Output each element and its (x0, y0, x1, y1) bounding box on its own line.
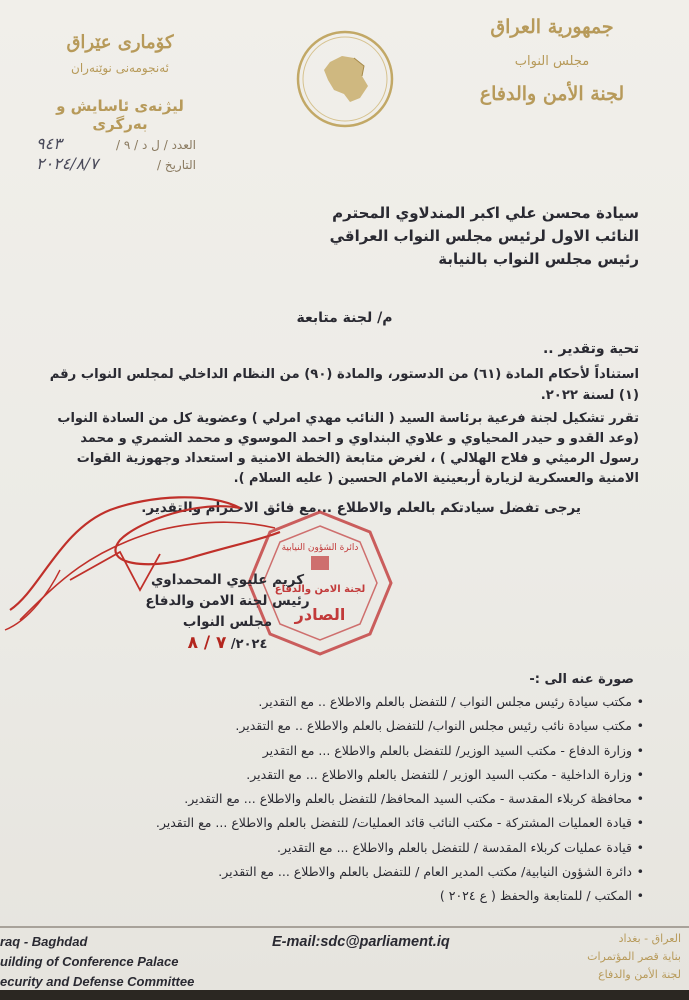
reference-number-label: العدد / ل د / ٩ / (116, 138, 196, 152)
reference-date-label: التاريخ / (156, 158, 196, 172)
stamp-issued-text: الصادر (294, 605, 346, 624)
cc-item: • وزارة الدفاع - مكتب السيد الوزير/ للتفضل بالعلم والاطلاع ... مع التقدير (44, 739, 644, 763)
reference-block (36, 134, 196, 178)
reference-number-value: ٩٤٣ (36, 134, 62, 153)
cc-item: • قيادة العمليات المشتركة - مكتب النائب قائد العمليات/ للتفضل بالعلم والاطلاع ... مع التقدير. (44, 811, 644, 835)
kurdish-parliament: ئه‌نجومه‌نی نوێنه‌ران (71, 61, 169, 75)
footer-en-line1: raq - Baghdad (0, 934, 88, 949)
letterhead-parliament: مجلس النواب (514, 54, 590, 69)
cc-item: • محافظة كربلاء المقدسة - مكتب السيد المحافظ/ للتفضل بالعلم والاطلاع ... مع التقدير. (44, 787, 644, 811)
kurdish-committee: لیژنه‌ی ئاسایش و به‌رگری (56, 97, 184, 133)
body-paragraph-decision: تقرر تشكيل لجنة فرعية برئاسة السيد ( النائب مهدي امرلي ) وعضوية كل من السادة النواب (وعد القدو و حيدر المحياوي و علاوي البنداوي و احمد الموسوي و محمد الشمري و محمد رسول الرميثي و فلاح الهلالي ) ، لغرض متابعة (الخطة الامنية و استعداد وجهوزية القوات الامنية والعسكرية لزيارة أربعينية الامام الحسين ( عليه السلام ). (57, 411, 639, 486)
kurdish-country: كۆماری عێراق (66, 32, 174, 53)
footer-en-line3: ecurity and Defense Committee (0, 974, 195, 989)
stamp-top-text: دائرة الشؤون النيابية (281, 543, 359, 553)
footer-arabic-address (571, 930, 681, 984)
cc-item: • مكتب سيادة رئيس مجلس النواب / للتفضل بالعلم والاطلاع .. مع التقدير. (44, 690, 644, 714)
footer-ar-line2: بناية قصر المؤتمرات (587, 950, 681, 963)
footer-email[interactable]: E-mail:sdc@parliament.iq (272, 934, 450, 950)
iraq-map-emblem (294, 28, 396, 130)
footer-ar-line3: لجنة الأمن والدفاع (598, 968, 681, 981)
stamp-inner-text: لجنة الامن والدفاع (274, 584, 366, 595)
signature-date-year: ٢٠٢٤/ (230, 637, 268, 652)
footer-en-line2: uilding of Conference Palace (0, 954, 179, 969)
letterhead-country: جمهورية العراق (490, 16, 614, 38)
letterhead-committee: لجنة الأمن والدفاع (479, 83, 625, 105)
footer-ar-line1: العراق - بغداد (618, 932, 681, 945)
cc-title: صورة عنه الى :- (529, 672, 634, 687)
arabic-letterhead (467, 16, 637, 105)
signature-date (120, 633, 335, 655)
cc-item: • قيادة عمليات كربلاء المقدسة / للتفضل بالعلم والاطلاع ... مع التقدير. (44, 836, 644, 860)
cc-item: • وزارة الداخلية - مكتب السيد الوزير / للتفضل بالعلم والاطلاع ... مع التقدير. (44, 763, 644, 787)
photo-bottom-edge (0, 990, 689, 1000)
addressee-block (199, 202, 639, 271)
footer-english-address (0, 932, 194, 992)
letter-subject: م/ لجنة متابعة (296, 310, 393, 326)
signatory-name: كريم عليوي المحمداوي (150, 572, 305, 588)
closing-line: يرجى تفضل سيادتكم بالعلم والاطلاع ...مع فائق الاحترام والتقدير. (141, 500, 581, 516)
kurdish-letterhead (30, 32, 210, 133)
addressee-name: سيادة محسن علي اكبر المندلاوي المحترم (332, 204, 639, 222)
body-paragraph-legal-basis: استناداً لأحكام المادة (٦١) من الدستور، والمادة (٩٠) من النظام الداخلي لمجلس النواب رقم (١) لسنة ٢٠٢٢. (49, 367, 639, 403)
reference-date-row (36, 154, 196, 178)
signature-block (120, 570, 335, 655)
addressee-title: النائب الاول لرئيس مجلس النواب العراقي (329, 227, 639, 245)
signatory-org: مجلس النواب (182, 614, 273, 630)
cc-item: • دائرة الشؤون النيابية/ مكتب المدير العام / للتفضل بالعلم والاطلاع ... مع التقدير. (44, 860, 644, 884)
cc-list (44, 690, 644, 909)
signatory-title: رئيس لجنة الامن والدفاع (145, 593, 310, 609)
greeting: تحية وتقدير .. (542, 341, 639, 357)
cc-item: • مكتب سيادة نائب رئيس مجلس النواب/ للتفضل بالعلم والاطلاع .. مع التقدير. (44, 714, 644, 738)
signature-date-handwritten: ٧ / ٨ (187, 633, 227, 653)
reference-date-value: ٢٠٢٤/٨/٧ (36, 154, 99, 173)
footer-divider (0, 926, 689, 928)
addressee-role: رئيس مجلس النواب بالنيابة (438, 250, 639, 268)
cc-item: • المكتب / للمتابعة والحفظ ( ع ٢٠٢٤ ) (44, 884, 644, 908)
